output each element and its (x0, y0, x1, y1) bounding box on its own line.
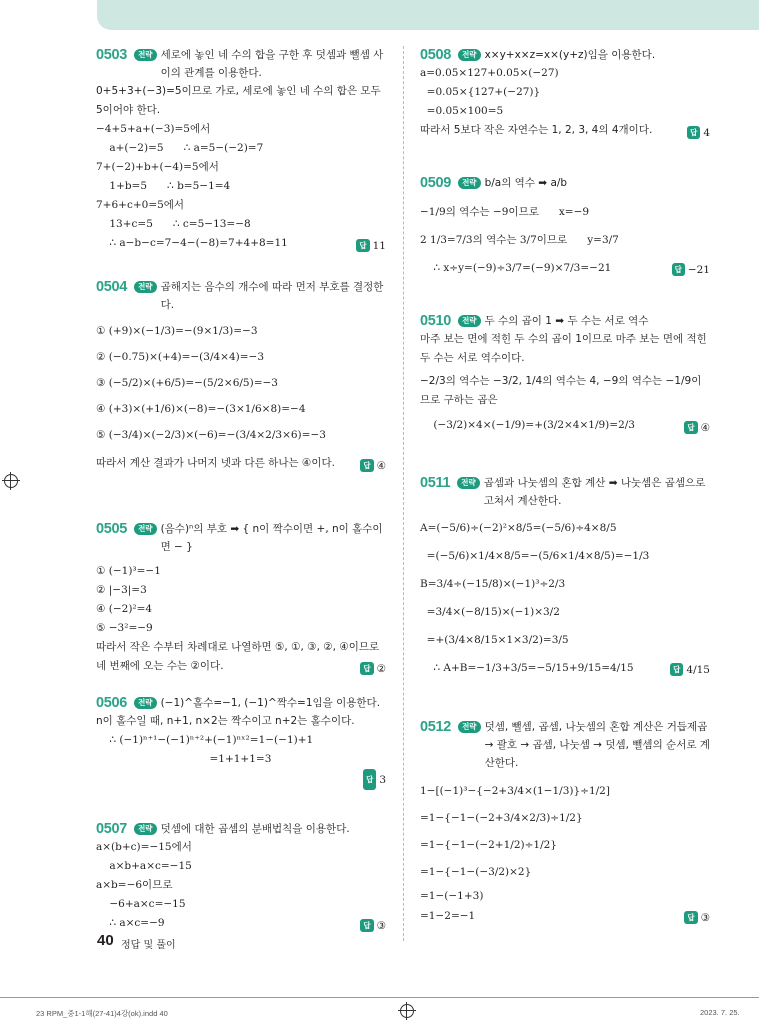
solution-line: n이 홀수일 때, n+1, n×2는 짝수이고 n+2는 홀수이다. (96, 715, 355, 727)
solution-line: a+(−2)=5 ∴ a=5−(−2)=7 (96, 142, 264, 154)
answer-badge: 답 (672, 263, 685, 276)
strategy-badge: 전략 (134, 823, 157, 835)
solution-line: ① (+9)×(−1/3)=−(9×1/3)=−3 (96, 325, 258, 337)
solution-line: B=3/4÷(−15/8)×(−1)³÷2/3 (420, 578, 566, 590)
print-date: 2023. 7. 25. (700, 1008, 740, 1017)
solution-line: =+(3/4×8/15×1×3/2)=3/5 (420, 634, 569, 646)
strategy-text: 곱해지는 음수의 개수에 따라 먼저 부호를 결정한다. (160, 281, 384, 311)
solution-line: ① (−1)³=−1 (96, 565, 161, 577)
problem-number: 0512 (420, 719, 452, 735)
solution-line: =(−5/6)×1/4×8/5=−(5/6×1/4×8/5)=−1/3 (420, 550, 650, 562)
registration-mark-icon (4, 474, 18, 488)
problem-number: 0509 (420, 175, 452, 191)
solution-line: ∴ a×c=−9 (96, 917, 165, 929)
footer-label: 정답 및 풀이 (121, 940, 176, 951)
solution-line: =1+1+1=3 (96, 753, 272, 765)
solution-line: ∴ A+B=−1/3+3/5=−5/15+9/15=4/15 (420, 662, 634, 674)
solution-line: 7+(−2)+b+(−4)=5에서 (96, 161, 219, 173)
solution-line: 따라서 계산 결과가 나머지 넷과 다른 하나는 ④이다. (96, 457, 335, 469)
answer-value: ④ (700, 422, 710, 434)
solution-line: =0.05×100=5 (420, 105, 504, 117)
solution-line: 7+6+c+0=5에서 (96, 199, 185, 211)
strategy-text: (음수)ⁿ의 부호 ➡ { n이 짝수이면 +, n이 홀수이면 − } (160, 523, 383, 553)
problem-number: 0507 (96, 821, 128, 837)
answer-badge: 답 (360, 919, 373, 932)
problem-number: 0508 (420, 47, 452, 63)
solution-0507 (96, 820, 386, 933)
answer (96, 769, 386, 790)
solution-0503 (96, 46, 386, 253)
solution-line: ③ (−5/2)×(+6/5)=−(5/2×6/5)=−3 (96, 377, 278, 389)
strategy-text: 곱셈과 나눗셈의 혼합 계산 ➡ 나눗셈은 곱셈으로 고쳐서 계산한다. (483, 477, 706, 507)
problem-number: 0504 (96, 279, 128, 295)
solution-0511 (420, 474, 710, 677)
solution-0505 (96, 520, 386, 676)
solution-line: =1−(−1+3) (420, 890, 484, 902)
solution-0506 (96, 694, 386, 790)
column-divider (403, 46, 404, 941)
solution-line: (−3/2)×4×(−1/9)=+(3/2×4×1/9)=2/3 (420, 419, 635, 431)
answer-value: ② (376, 663, 386, 675)
strategy-text: 덧셈에 대한 곱셈의 분배법칙을 이용한다. (160, 823, 350, 835)
strategy-badge: 전략 (458, 315, 481, 327)
strategy-badge: 전략 (134, 697, 157, 709)
answer-value: −21 (687, 264, 710, 276)
answer-badge: 답 (356, 239, 369, 252)
strategy-text: (−1)^홀수=−1, (−1)^짝수=1임을 이용한다. (160, 697, 381, 709)
solution-line: 따라서 5보다 작은 자연수는 1, 2, 3, 4의 4개이다. (420, 124, 653, 136)
solution-line: =3/4×(−8/15)×(−1)×3/2 (420, 606, 560, 618)
problem-number: 0506 (96, 695, 128, 711)
strategy-text: 두 수의 곱이 1 ➡ 두 수는 서로 역수 (484, 315, 649, 327)
solution-line: ② |−3|=3 (96, 584, 147, 596)
solution-0512 (420, 718, 710, 925)
solution-0510 (420, 312, 710, 435)
answer-badge: 답 (360, 459, 373, 472)
solution-0509 (420, 174, 710, 277)
answer-value: ③ (700, 912, 710, 924)
problem-number: 0511 (420, 475, 451, 491)
solution-line: ④ (+3)×(+1/6)×(−8)=−(3×1/6×8)=−4 (96, 403, 306, 415)
problem-number: 0503 (96, 47, 128, 63)
solution-0508 (420, 46, 710, 140)
strategy-badge: 전략 (134, 523, 157, 535)
solution-line: ∴ x÷y=(−9)÷3/7=(−9)×7/3=−21 (420, 262, 612, 274)
answer-badge: 답 (684, 421, 697, 434)
solution-line: =1−{−1−(−2+3/4×2/3)÷1/2} (420, 812, 583, 824)
strategy-badge: 전략 (134, 49, 157, 61)
solution-line: 0+5+3+(−3)=5이므로 가로, 세로에 놓인 네 수의 합은 모두 5이어야 한다. (96, 85, 381, 116)
solution-line: 13+c=5 ∴ c=5−13=−8 (96, 218, 251, 230)
answer-badge: 답 (670, 663, 683, 676)
answer-badge: 답 (360, 662, 373, 675)
solution-line: a×(b+c)=−15에서 (96, 841, 192, 853)
problem-number: 0510 (420, 313, 452, 329)
solution-line: ④ (−2)²=4 (96, 603, 153, 615)
solution-line: ∴ (−1)ⁿ⁺¹−(−1)ⁿ⁺²+(−1)ⁿˣ²=1−(−1)+1 (96, 734, 314, 746)
answer-value: ④ (376, 460, 386, 472)
solution-line: −1/9의 역수는 −9이므로 x=−9 (420, 206, 590, 218)
strategy-badge: 전략 (458, 721, 481, 733)
strategy-badge: 전략 (458, 177, 481, 189)
page-number: 40 (97, 932, 114, 949)
answer-value: 4/15 (686, 664, 710, 676)
print-file-info: 23 RPM_중1-1해(27-41)4강(ok).indd 40 (36, 1009, 168, 1018)
solution-line: 따라서 작은 수부터 차례대로 나열하면 ⑤, ①, ③, ②, ④이므로 네 번째에 오는 수는 ②이다. (96, 641, 380, 672)
solution-line: a×b+a×c=−15 (96, 860, 192, 872)
strategy-badge: 전략 (457, 477, 480, 489)
solution-line: −6+a×c=−15 (96, 898, 186, 910)
crop-line (0, 997, 759, 998)
answer-value: ③ (376, 920, 386, 932)
solution-line: −2/3의 역수는 −3/2, 1/4의 역수는 4, −9의 역수는 −1/9이므로 구하는 곱은 (420, 375, 702, 406)
strategy-text: 덧셈, 뺄셈, 곱셈, 나눗셈의 혼합 계산은 거듭제곱 → 괄호 → 곱셈, 나눗셈 → 덧셈, 뺄셈의 순서로 계산한다. (484, 721, 710, 769)
strategy-text: 세로에 놓인 네 수의 합을 구한 후 덧셈과 뺄셈 사이의 관계를 이용한다. (160, 49, 384, 79)
answer-value: 11 (372, 240, 386, 252)
solution-line: a×b=−6이므로 (96, 879, 173, 891)
solution-line: ⑤ −3²=−9 (96, 622, 153, 634)
answer-badge: 답 (687, 126, 700, 139)
registration-mark-icon (400, 1004, 414, 1018)
strategy-text: b/a의 역수 ➡ a/b (484, 177, 568, 189)
solution-0504 (96, 278, 386, 473)
answer-badge: 답 (363, 769, 376, 790)
solution-line: A=(−5/6)÷(−2)²×8/5=(−5/6)÷4×8/5 (420, 522, 617, 534)
strategy-badge: 전략 (458, 49, 481, 61)
solution-line: =1−{−1−(−2+1/2)÷1/2} (420, 839, 557, 851)
solution-line: 1+b=5 ∴ b=5−1=4 (96, 180, 231, 192)
answer-value: 3 (379, 774, 386, 786)
solution-line: =1−{−1−(−3/2)×2} (420, 866, 532, 878)
strategy-badge: 전략 (134, 281, 157, 293)
solution-line: a=0.05×127+0.05×(−27) (420, 67, 559, 79)
solution-line: ⑤ (−3/4)×(−2/3)×(−6)=−(3/4×2/3×6)=−3 (96, 429, 326, 441)
solution-line: 1−[(−1)³−{−2+3/4×(1−1/3)}÷1/2] (420, 785, 610, 797)
solution-line: −4+5+a+(−3)=5에서 (96, 123, 211, 135)
top-banner (97, 0, 759, 30)
solution-line: ∴ a−b−c=7−4−(−8)=7+4+8=11 (96, 237, 288, 249)
solution-line: =0.05×{127+(−27)} (420, 86, 541, 98)
answer-value: 4 (703, 127, 710, 139)
problem-number: 0505 (96, 521, 128, 537)
solution-line: 2 1/3=7/3의 역수는 3/7이므로 y=3/7 (420, 234, 619, 246)
solution-line: 마주 보는 면에 적힌 두 수의 곱이 1이므로 마주 보는 면에 적힌 두 수는 서로 역수이다. (420, 333, 707, 364)
solution-line: ② (−0.75)×(+4)=−(3/4×4)=−3 (96, 351, 265, 363)
answer-badge: 답 (684, 911, 697, 924)
solution-line: =1−2=−1 (420, 910, 476, 922)
strategy-text: x×y+x×z=x×(y+z)임을 이용한다. (484, 49, 656, 61)
